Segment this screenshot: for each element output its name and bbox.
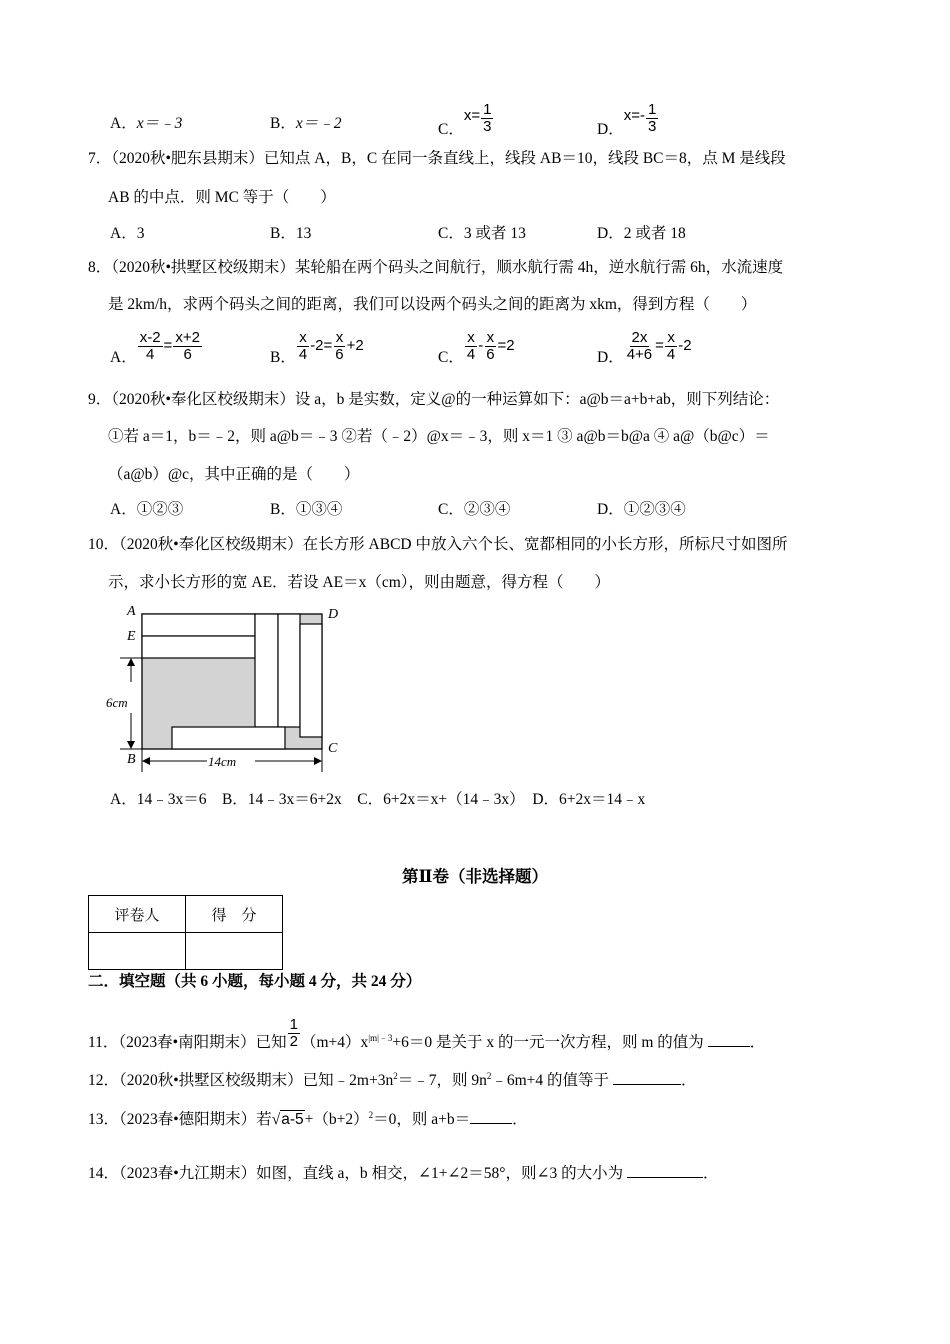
answer-blank[interactable] bbox=[627, 1163, 703, 1178]
label-a: A bbox=[127, 604, 136, 619]
small-rect-2 bbox=[142, 636, 255, 658]
score-cell bbox=[186, 933, 283, 970]
q7-option-d: D．2 或者 18 bbox=[597, 225, 686, 242]
q9-line3: （a@b）@c，其中正确的是（ ） bbox=[108, 466, 360, 483]
q6-option-b: B．x＝﹣2 bbox=[270, 115, 342, 132]
answer-blank[interactable] bbox=[708, 1032, 750, 1047]
q9-option-c: C．②③④ bbox=[438, 501, 511, 518]
fraction: $\frac{1}{3}$ bbox=[647, 101, 657, 135]
q7-line2: AB 的中点．则 MC 等于（ ） bbox=[108, 189, 336, 206]
score-header: 得 分 bbox=[186, 896, 283, 933]
q9-option-a: A．①②③ bbox=[110, 501, 184, 518]
fraction: $\frac{1}{3}$ bbox=[483, 101, 492, 135]
fraction: $\frac{2x}{4+6}$ bbox=[626, 329, 653, 363]
q7-option-b: B．13 bbox=[270, 225, 312, 242]
rectangle-figure bbox=[100, 600, 350, 775]
label-6cm: 6cm bbox=[106, 695, 128, 710]
fraction: $\frac{x}{4}$ bbox=[466, 329, 476, 363]
q8-option-d: D． $\frac{2x}{4+6}$ = $\frac{x}{4}$ -2 bbox=[597, 329, 692, 367]
q10-options: A．14﹣3x＝6 B．14﹣3x＝6+2x C．6+2x＝x+（14﹣3x） D．6+2x＝14﹣x bbox=[110, 791, 646, 808]
q8-line2: 是 2km/h，求两个码头之间的距离，我们可以设两个码头之间的距离为 xkm，得到方程（ ） bbox=[108, 296, 757, 313]
q6-option-c: C．x= $\frac{1}{3}$ bbox=[438, 101, 492, 139]
q12: 12．（2020秋•拱墅区校级期末）已知$﹣2m+3n^2=﹣7$，则 $9n^2﹣6m+4$ 的值等于 ． bbox=[88, 1071, 697, 1090]
q6-option-a: A．x＝﹣3 bbox=[110, 115, 183, 132]
q6-option-d: D．x=- $\frac{1}{3}$ bbox=[597, 101, 657, 139]
q9-option-d: D．①②③④ bbox=[597, 501, 686, 518]
fraction: $\frac{1}{2}$ bbox=[289, 1016, 298, 1050]
small-rect-5 bbox=[300, 624, 322, 737]
q7-option-a: A．3 bbox=[110, 225, 145, 242]
part2-title: 第Ⅱ卷（非选择题） bbox=[402, 867, 548, 886]
q9-line2: ①若 a＝1，b＝﹣2，则 a@b＝﹣3 ②若（﹣2）@x＝﹣3，则 x＝1 ③ a@b＝b@a ④ a@（b@c）＝ bbox=[108, 428, 770, 445]
answer-blank[interactable] bbox=[470, 1109, 512, 1124]
q10-line2: 示，求小长方形的宽 AE．若设 AE＝x（cm），则由题意，得方程（ ） bbox=[108, 574, 611, 591]
fraction: $\frac{x}{4}$ bbox=[666, 329, 676, 363]
small-rect-1 bbox=[142, 614, 255, 636]
q7-line1: 7．（2020秋•肥东县期末）已知点 A，B，C 在同一条直线上，线段 AB＝10，线段 BC＝8，点 M 是线段 bbox=[88, 150, 786, 167]
grader-header: 评卷人 bbox=[89, 896, 186, 933]
small-rect-3 bbox=[255, 614, 278, 727]
q8-line1: 8．（2020秋•拱墅区校级期末）某轮船在两个码头之间航行，顺水航行需 4h，逆水航行需 6h，水流速度 bbox=[88, 259, 784, 276]
grader-cell bbox=[89, 933, 186, 970]
q13: 13．（2023春•德阳期末）若$√a-5+(b+2)^2=0$，则 a+b＝ ． bbox=[88, 1110, 528, 1129]
sqrt-icon: √ bbox=[271, 1111, 281, 1129]
q8-option-c: C． $\frac{x}{4}$ - $\frac{x}{6}$ =2 bbox=[438, 329, 515, 367]
small-rect-6 bbox=[172, 727, 285, 749]
score-table bbox=[88, 895, 283, 970]
q14: 14．（2023春•九江期末）如图，直线 a，b 相交，∠1+∠2＝58°，则∠3 的大小为 ． bbox=[88, 1165, 719, 1182]
label-d: D bbox=[328, 607, 339, 622]
label-c: C bbox=[328, 741, 338, 756]
label-b: B bbox=[127, 752, 136, 767]
q8-option-a: A． $\frac{x-2}{4}$ = $\frac{x+2}{6}$ bbox=[110, 329, 200, 367]
q11: 11．（2023春•南阳期末）已知 $\frac{1}{2}$ $(m+4)x^{|m|﹣3}+6=0$ 是关于 x 的一元一次方程，则 m 的值为 ． bbox=[88, 1016, 766, 1052]
q8-option-b: B． $\frac{x}{4}$ -2= $\frac{x}{6}$ +2 bbox=[270, 329, 364, 367]
label-e: E bbox=[127, 629, 136, 644]
answer-blank[interactable] bbox=[613, 1070, 681, 1085]
q9-line1: 9．（2020秋•奉化区校级期末）设 a，b 是实数，定义@的一种运算如下：a@b＝a+b+ab，则下列结论： bbox=[88, 391, 780, 408]
fraction: $\frac{x-2}{4}$ bbox=[139, 329, 161, 363]
fraction: $\frac{x+2}{6}$ bbox=[175, 329, 200, 363]
fraction: $\frac{x}{6}$ bbox=[486, 329, 495, 363]
fraction: $\frac{x}{4}$ bbox=[298, 329, 308, 363]
q7-option-c: C．3 或者 13 bbox=[438, 225, 526, 242]
q9-option-b: B．①③④ bbox=[270, 501, 343, 518]
small-rect-4 bbox=[278, 614, 300, 727]
section-heading: 二．填空题（共 6 小题，每小题 4 分，共 24 分） bbox=[88, 973, 422, 990]
label-14cm: 14cm bbox=[208, 754, 237, 769]
fraction: $\frac{x}{6}$ bbox=[335, 329, 344, 363]
q10-line1: 10．（2020秋•奉化区校级期末）在长方形 ABCD 中放入六个长、宽都相同的小长方形，所标尺寸如图所 bbox=[88, 536, 788, 553]
